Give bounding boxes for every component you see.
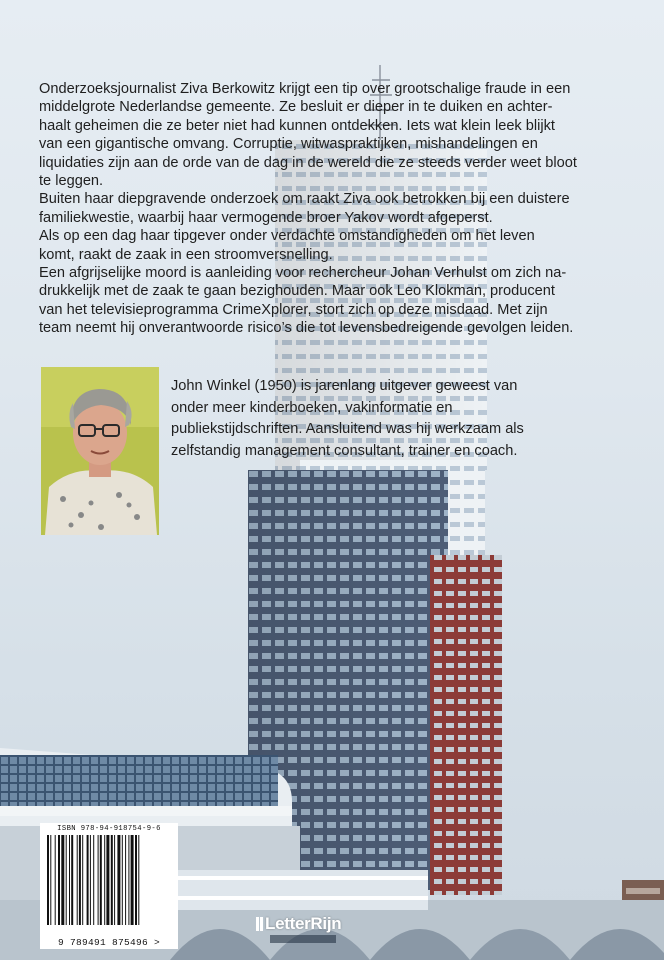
author-photo	[41, 367, 159, 535]
author-bio-line: onder meer kinderboeken, vakinformatie en	[171, 399, 453, 416]
barcode	[46, 835, 172, 938]
author-bio-line: publiekstijdschriften. Aansluitend was hij werkzaam als	[171, 421, 524, 437]
blurb-line: Als op een dag haar tipgever onder verdachte omstandigheden om het leven	[39, 228, 535, 245]
publisher-logo-text: LetterRijn	[265, 914, 342, 933]
blurb-line: van een gigantische omvang. Corruptie, witwaspraktijken, mishandelingen en	[39, 136, 538, 153]
blurb-line: Buiten haar diepgravende onderzoek om raakt Ziva ook betrokken bij een duistere	[39, 191, 570, 208]
blurb-line: familiekwestie, waarbij haar vermogende broer Yakov wordt afgeperst.	[39, 209, 493, 226]
author-bio-line: John Winkel (1950) is jarenlang uitgever geweest van	[171, 378, 518, 394]
blurb-line: Onderzoeksjournalist Ziva Berkowitz krijgt een tip over grootschalige fraude in een	[39, 81, 571, 97]
blurb-line: haalt geheimen die ze beter niet had kunnen ontdekken. Iets wat klein leek blijkt	[39, 117, 555, 134]
blurb-line: te leggen.	[39, 173, 104, 190]
blurb-line: liquidaties zijn aan de orde van de dag in de wereld die ze steeds verder weet bloot	[39, 154, 577, 171]
blurb-line: komt, raakt de zaak in een stroomversnelling.	[39, 246, 333, 263]
blurb-line: Een afgrijselijke moord is aanleiding voor rechercheur Johan Verhulst om zich na-	[39, 265, 567, 282]
author-bio	[171, 376, 641, 462]
logo-book-icon	[256, 917, 263, 931]
blurb-line: drukkelijk met de zaak te gaan bezighouden. Maar ook Leo Klokman, producent	[39, 283, 555, 300]
author-bio-line: zelfstandig management consultant, trainer en coach.	[171, 442, 518, 459]
isbn-barcode-box	[40, 823, 178, 949]
blurb-line: middelgrote Nederlandse gemeente. Ze besluit er dieper in te duiken en achter-	[39, 99, 553, 116]
book-blurb	[39, 80, 639, 338]
blurb-line: team neemt hij onverantwoorde risico’s die tot levensbedreigende gevolgen leiden.	[39, 320, 574, 337]
blurb-line: van het televisieprogramma CrimeXplorer, stort zich op deze misdaad. Met zijn	[39, 301, 548, 318]
barcode-digits: 9 789491 875496 >	[57, 937, 160, 948]
publisher-logo	[256, 914, 382, 954]
isbn-label: ISBN 978-94-918754-9-6	[57, 825, 161, 833]
